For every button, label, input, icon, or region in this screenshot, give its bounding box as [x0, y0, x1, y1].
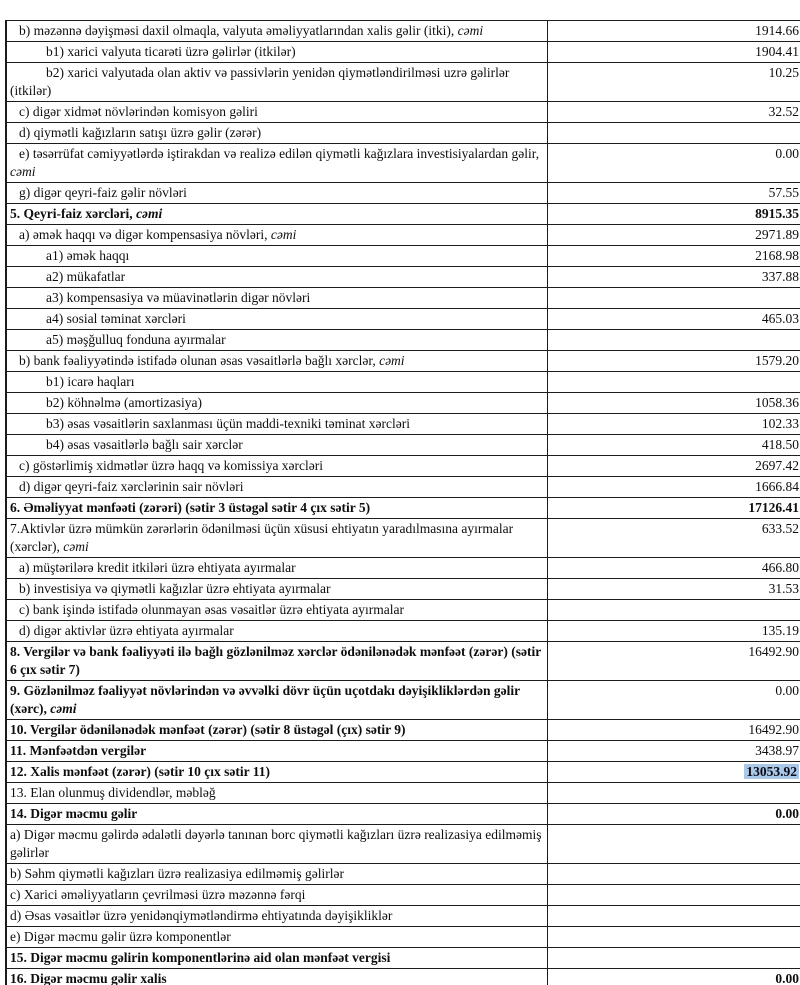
row-label	[6, 720, 548, 741]
row-value-text: 1058.36	[755, 395, 799, 410]
table-row	[6, 906, 800, 927]
row-value	[548, 42, 800, 63]
table-row	[6, 351, 800, 372]
table-row	[6, 477, 800, 498]
table-row	[6, 393, 800, 414]
row-label-text: e) təsərrüfat cəmiyyətlərdə iştirakdan və realizə edilən qiymətli kağızlara investisiyalardan gəlir,	[19, 146, 540, 161]
row-label-italic: cəmi	[457, 23, 484, 38]
row-label-text: 16. Digər məcmu gəlir xalis	[10, 971, 167, 985]
financial-table-body	[6, 21, 800, 985]
row-value	[548, 762, 800, 783]
row-value-text: 466.80	[761, 560, 799, 575]
row-label	[6, 579, 548, 600]
row-label	[6, 558, 548, 579]
row-value-text: 1666.84	[755, 479, 799, 494]
table-row	[6, 864, 800, 885]
table-row	[6, 741, 800, 762]
row-value	[548, 498, 800, 519]
row-value	[548, 204, 800, 225]
table-row	[6, 948, 800, 969]
row-label-italic: cəmi	[379, 353, 405, 368]
row-value-text: 2697.42	[755, 458, 799, 473]
table-row	[6, 783, 800, 804]
row-label	[6, 969, 548, 985]
row-value	[548, 864, 800, 885]
row-value	[548, 825, 800, 864]
row-value	[548, 804, 800, 825]
row-value-text: 337.88	[761, 269, 799, 284]
row-label	[6, 885, 548, 906]
row-value	[548, 600, 800, 621]
row-label-text: d) qiymətli kağızların satışı üzrə gəlir (zərər)	[19, 125, 262, 140]
table-row	[6, 621, 800, 642]
row-label	[6, 21, 548, 42]
row-value	[548, 621, 800, 642]
row-value	[548, 456, 800, 477]
row-value-text: 1914.66	[755, 23, 799, 38]
row-label	[6, 927, 548, 948]
table-row	[6, 804, 800, 825]
row-label	[6, 681, 548, 720]
row-value	[548, 246, 800, 267]
row-value-text: 17126.41	[748, 500, 799, 515]
row-value	[548, 519, 800, 558]
row-label	[6, 621, 548, 642]
row-label-italic: cəmi	[63, 539, 89, 554]
row-label-text: 9. Gözlənilməz fəaliyyət növlərindən və əvvəlki dövr üçün uçotdakı dəyişikliklərdən gəlir (xərc),	[10, 683, 520, 716]
row-label-text: b4) əsas vəsaitlərlə bağlı sair xərclər	[46, 437, 243, 452]
row-label	[6, 906, 548, 927]
row-label-text: 12. Xalis mənfəət (zərər) (sətir 10 çıx sətir 11)	[10, 764, 271, 779]
row-label	[6, 351, 548, 372]
table-row	[6, 600, 800, 621]
row-label-text: 8. Vergilər və bank fəaliyyəti ilə bağlı gözlənilməz xərclər ödənilənədək mənfəət (zərər) (sətir 6 çıx sətir 7)	[10, 644, 541, 677]
row-value	[548, 144, 800, 183]
row-value-text: 1904.41	[755, 44, 799, 59]
row-label-text: d) Əsas vəsaitlər üzrə yenidənqiymətləndirmə ehtiyatında dəyişikliklər	[10, 908, 393, 923]
row-label	[6, 372, 548, 393]
row-value-text: 2168.98	[755, 248, 799, 263]
row-label	[6, 600, 548, 621]
row-label-text: b2) köhnəlmə (amortizasiya)	[46, 395, 202, 410]
row-label	[6, 762, 548, 783]
table-row	[6, 42, 800, 63]
table-row	[6, 204, 800, 225]
row-label-text: a) Digər məcmu gəlirdə ədalətli dəyərlə tanınan borc qiymətli kağızları üzrə realizasiya edilməmiş gəlirlər	[10, 827, 542, 860]
row-label-text: 11. Mənfəətdən vergilər	[10, 743, 147, 758]
row-label	[6, 123, 548, 144]
row-label	[6, 783, 548, 804]
table-row	[6, 456, 800, 477]
table-row	[6, 246, 800, 267]
row-value	[548, 123, 800, 144]
row-label	[6, 309, 548, 330]
row-label-text: a2) mükafatlar	[46, 269, 126, 284]
row-value-text: 0.00	[775, 971, 799, 985]
row-value	[548, 435, 800, 456]
table-row	[6, 498, 800, 519]
row-value	[548, 885, 800, 906]
row-label-italic: cəmi	[270, 227, 297, 242]
row-value	[548, 309, 800, 330]
row-value-text: 0.00	[775, 146, 799, 161]
row-label-text: 6. Əməliyyat mənfəəti (zərəri) (sətir 3 üstəgəl sətir 4 çıx sətir 5)	[10, 500, 371, 515]
row-value	[548, 372, 800, 393]
row-value	[548, 642, 800, 681]
row-label-text: a) müştərilərə kredit itkiləri üzrə ehtiyata ayırmalar	[19, 560, 296, 575]
row-value-text: 8915.35	[755, 206, 799, 221]
row-value	[548, 183, 800, 204]
row-label-text: b) məzənnə dəyişməsi daxil olmaqla, valyuta əməliyyatlarından xalis gəlir (itki),	[19, 23, 458, 38]
row-label-italic: cəmi	[10, 164, 36, 179]
row-label	[6, 144, 548, 183]
table-row	[6, 927, 800, 948]
row-label-text: b) investisiya və qiymətli kağızlar üzrə ehtiyata ayırmalar	[19, 581, 331, 596]
row-value	[548, 969, 800, 985]
row-label	[6, 804, 548, 825]
row-label	[6, 825, 548, 864]
row-value	[548, 681, 800, 720]
table-row	[6, 225, 800, 246]
row-label	[6, 642, 548, 681]
row-label-text: b1) icarə haqları	[46, 374, 135, 389]
table-row	[6, 885, 800, 906]
row-label-text: d) digər aktivlər üzrə ehtiyata ayırmalar	[19, 623, 234, 638]
row-label-text: c) bank işində istifadə olunmayan əsas vəsaitlər üzrə ehtiyata ayırmalar	[19, 602, 404, 617]
table-row	[6, 579, 800, 600]
row-value-text: 465.03	[761, 311, 799, 326]
row-value	[548, 783, 800, 804]
table-row	[6, 681, 800, 720]
row-label	[6, 225, 548, 246]
row-label-text: c) digər xidmət növlərindən komisyon gəliri	[19, 104, 258, 119]
row-label-text: b2) xarici valyutada olan aktiv və passivlərin yenidən qiymətləndirilməsi uzrə gəlirlər (itkilər)	[10, 65, 510, 98]
financial-statement-table	[5, 20, 800, 985]
row-value	[548, 927, 800, 948]
row-label	[6, 393, 548, 414]
row-value-text: 135.19	[761, 623, 799, 638]
table-row	[6, 762, 800, 783]
row-label-italic: cəmi	[50, 701, 77, 716]
row-label-text: 13. Elan olunmuş dividendlər, məbləğ	[10, 785, 216, 800]
row-label	[6, 435, 548, 456]
table-row	[6, 720, 800, 741]
row-label-text: a1) əmək haqqı	[46, 248, 130, 263]
row-label-text: g) digər qeyri-faiz gəlir növləri	[19, 185, 187, 200]
row-value-text: 0.00	[775, 683, 799, 698]
row-label-text: 15. Digər məcmu gəlirin komponentlərinə aid olan mənfəət vergisi	[10, 950, 391, 965]
row-value-text: 31.53	[768, 581, 799, 596]
row-label-text: c) Xarici əməliyyatların çevrilməsi üzrə məzənnə fərqi	[10, 887, 306, 902]
table-row	[6, 558, 800, 579]
row-value	[548, 21, 800, 42]
table-row	[6, 330, 800, 351]
table-row	[6, 144, 800, 183]
row-label-text: a4) sosial təminat xərcləri	[46, 311, 186, 326]
row-label	[6, 63, 548, 102]
row-value	[548, 720, 800, 741]
row-label-text: 10. Vergilər ödənilənədək mənfəət (zərər) (sətir 8 üstəgəl (çıx) sətir 9)	[10, 722, 406, 737]
table-row	[6, 642, 800, 681]
row-value	[548, 63, 800, 102]
row-label-text: 14. Digər məcmu gəlir	[10, 806, 138, 821]
row-label	[6, 456, 548, 477]
row-value	[548, 351, 800, 372]
table-row	[6, 309, 800, 330]
table-row	[6, 288, 800, 309]
table-row	[6, 102, 800, 123]
row-value	[548, 102, 800, 123]
row-label	[6, 330, 548, 351]
row-label-text: a5) məşğulluq fonduna ayırmalar	[46, 332, 226, 347]
row-label	[6, 414, 548, 435]
row-label	[6, 288, 548, 309]
row-label	[6, 477, 548, 498]
row-value	[548, 558, 800, 579]
row-label-text: b1) xarici valyuta ticarəti üzrə gəlirlər (itkilər)	[46, 44, 296, 59]
row-value-text: 102.33	[761, 416, 799, 431]
row-value-text: 2971.89	[755, 227, 799, 242]
row-label	[6, 204, 548, 225]
row-label	[6, 183, 548, 204]
row-value	[548, 288, 800, 309]
row-value	[548, 741, 800, 762]
row-value	[548, 330, 800, 351]
row-value	[548, 477, 800, 498]
row-label	[6, 42, 548, 63]
row-value	[548, 225, 800, 246]
row-value	[548, 414, 800, 435]
row-value-text: 418.50	[761, 437, 799, 452]
row-value-text: 1579.20	[755, 353, 799, 368]
row-value	[548, 267, 800, 288]
row-value	[548, 948, 800, 969]
row-label	[6, 498, 548, 519]
row-value-text: 0.00	[775, 806, 799, 821]
table-row	[6, 123, 800, 144]
table-row	[6, 267, 800, 288]
row-value-text: 13053.92	[746, 764, 797, 779]
row-value-text: 57.55	[768, 185, 799, 200]
row-label	[6, 948, 548, 969]
table-row	[6, 414, 800, 435]
table-row	[6, 21, 800, 42]
row-label-text: 5. Qeyri-faiz xərcləri,	[10, 206, 137, 221]
row-value	[548, 579, 800, 600]
row-value-text: 16492.90	[748, 644, 799, 659]
row-label-text: c) göstərlimiş xidmətlər üzrə haqq və komissiya xərcləri	[19, 458, 324, 473]
row-value-text: 32.52	[768, 104, 799, 119]
table-row	[6, 969, 800, 985]
row-value	[548, 393, 800, 414]
table-row	[6, 183, 800, 204]
table-row	[6, 519, 800, 558]
row-label-text: a) əmək haqqı və digər kompensasiya növləri,	[19, 227, 271, 242]
row-value-text: 16492.90	[748, 722, 799, 737]
row-label-text: a3) kompensasiya və müavinətlərin digər növləri	[46, 290, 311, 305]
row-value-text: 633.52	[761, 521, 799, 536]
table-row	[6, 825, 800, 864]
row-label	[6, 267, 548, 288]
row-value-text: 3438.97	[755, 743, 799, 758]
row-label	[6, 102, 548, 123]
row-label-text: b) Səhm qiymətli kağızları üzrə realizasiya edilməmiş gəlirlər	[10, 866, 344, 881]
row-label-text: 7.Aktivlər üzrə mümkün zərərlərin ödənilməsi üçün xüsusi ehtiyatın yaradılmasına ayırmalar (xərclər),	[10, 521, 514, 554]
table-row	[6, 435, 800, 456]
row-label-text: b3) əsas vəsaitlərin saxlanması üçün maddi-texniki təminat xərcləri	[46, 416, 411, 431]
table-row	[6, 63, 800, 102]
row-value-text: 10.25	[768, 65, 799, 80]
row-label	[6, 246, 548, 267]
row-label-text: e) Digər məcmu gəlir üzrə komponentlər	[10, 929, 231, 944]
row-label	[6, 519, 548, 558]
row-label	[6, 741, 548, 762]
row-label	[6, 864, 548, 885]
row-label-text: b) bank fəaliyyətində istifadə olunan əsas vəsaitlərlə bağlı xərclər,	[19, 353, 380, 368]
row-label-text: d) digər qeyri-faiz xərclərinin sair növləri	[19, 479, 244, 494]
table-row	[6, 372, 800, 393]
row-label-italic: cəmi	[136, 206, 163, 221]
row-value	[548, 906, 800, 927]
